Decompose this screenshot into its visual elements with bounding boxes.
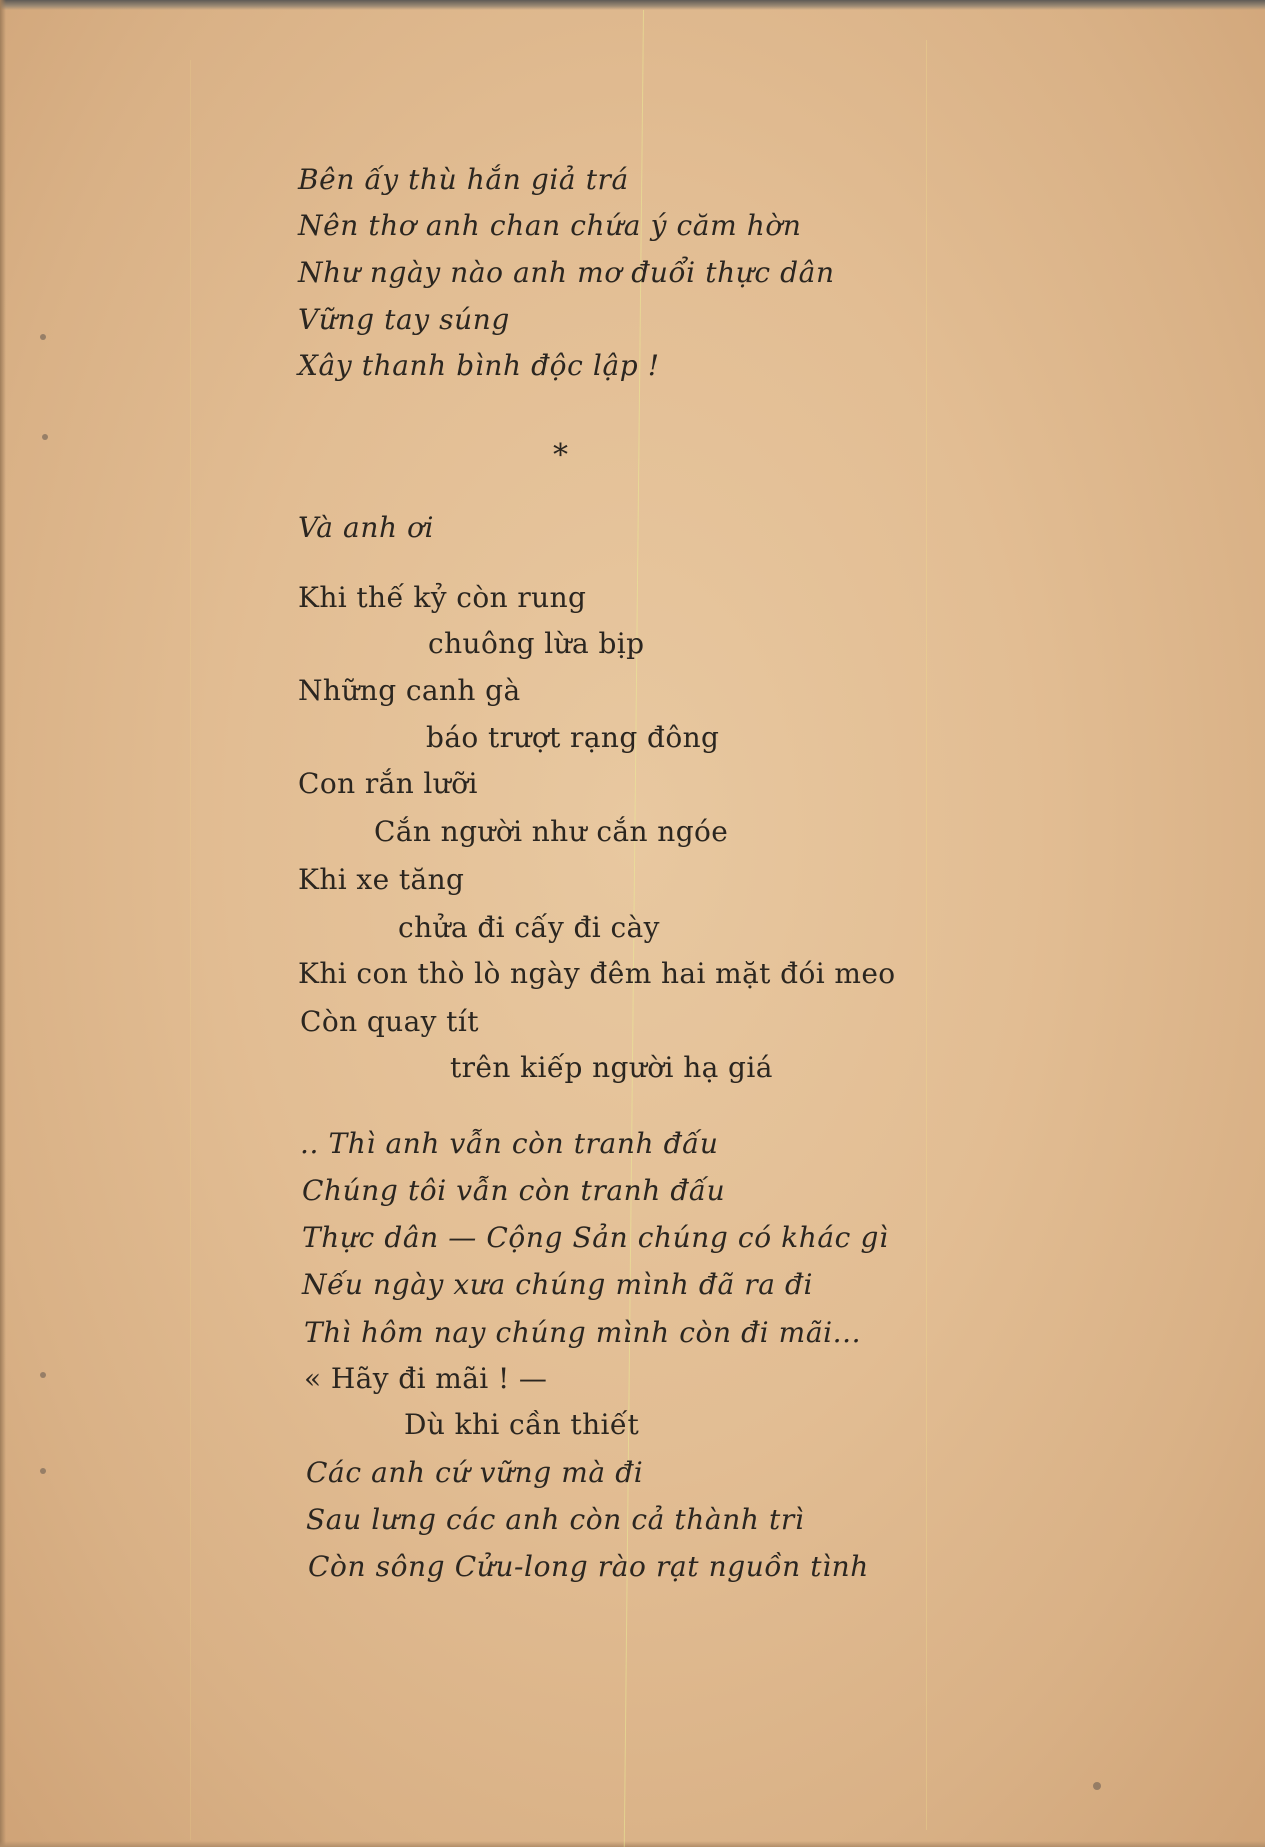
section-separator-star: * — [553, 438, 568, 473]
paper-speck — [40, 334, 46, 340]
verse-line: Như ngày nào anh mơ đuổi thực dân — [298, 256, 835, 289]
verse-line: Còn sông Cửu-long rào rạt nguồn tình — [308, 1550, 869, 1583]
verse-line: trên kiếp người hạ giá — [450, 1051, 773, 1084]
page-bottom-edge — [0, 1841, 1265, 1847]
verse-line: « Hãy đi mãi ! — — [304, 1362, 548, 1395]
verse-line: Khi xe tăng — [298, 863, 465, 896]
paper-speck — [40, 1468, 46, 1474]
verse-line: .. Thì anh vẫn còn tranh đấu — [300, 1127, 719, 1160]
verse-line: Con rắn lưỡi — [298, 767, 478, 800]
verse-line: Thì hôm nay chúng mình còn đi mãi... — [304, 1316, 862, 1349]
page-left-edge — [0, 0, 6, 1847]
paper-speck — [42, 434, 48, 440]
verse-line: Những canh gà — [298, 674, 521, 707]
verse-line: chửa đi cấy đi cày — [398, 911, 660, 944]
verse-line: Và anh ơi — [298, 511, 435, 544]
paper-speck — [40, 1372, 46, 1378]
verse-line: Chúng tôi vẫn còn tranh đấu — [302, 1174, 726, 1207]
verse-line: Còn quay tít — [300, 1005, 479, 1038]
verse-line: báo trượt rạng đông — [426, 721, 720, 754]
verse-line: Nếu ngày xưa chúng mình đã ra đi — [302, 1268, 814, 1301]
verse-line: Dù khi cần thiết — [404, 1408, 640, 1441]
verse-line: Khi con thò lò ngày đêm hai mặt đói meo — [298, 957, 896, 990]
verse-line: chuông lừa bịp — [428, 627, 645, 660]
verse-line: Vững tay súng — [298, 303, 510, 336]
verse-line: Cắn người như cắn ngóe — [374, 815, 729, 848]
paper-crease — [926, 40, 927, 1830]
page-top-edge — [0, 0, 1265, 10]
verse-line: Nên thơ anh chan chứa ý căm hờn — [298, 209, 802, 242]
verse-line: Thực dân — Cộng Sản chúng có khác gì — [302, 1221, 889, 1254]
paper-speck — [1093, 1782, 1101, 1790]
verse-line: Sau lưng các anh còn cả thành trì — [306, 1503, 805, 1536]
verse-line: Bên ấy thù hắn giả trá — [298, 163, 629, 196]
verse-line: Xây thanh bình độc lập ! — [298, 349, 660, 382]
verse-line: Khi thế kỷ còn rung — [298, 581, 587, 614]
verse-line: Các anh cứ vững mà đi — [306, 1456, 644, 1489]
paper-crease — [190, 60, 191, 1840]
